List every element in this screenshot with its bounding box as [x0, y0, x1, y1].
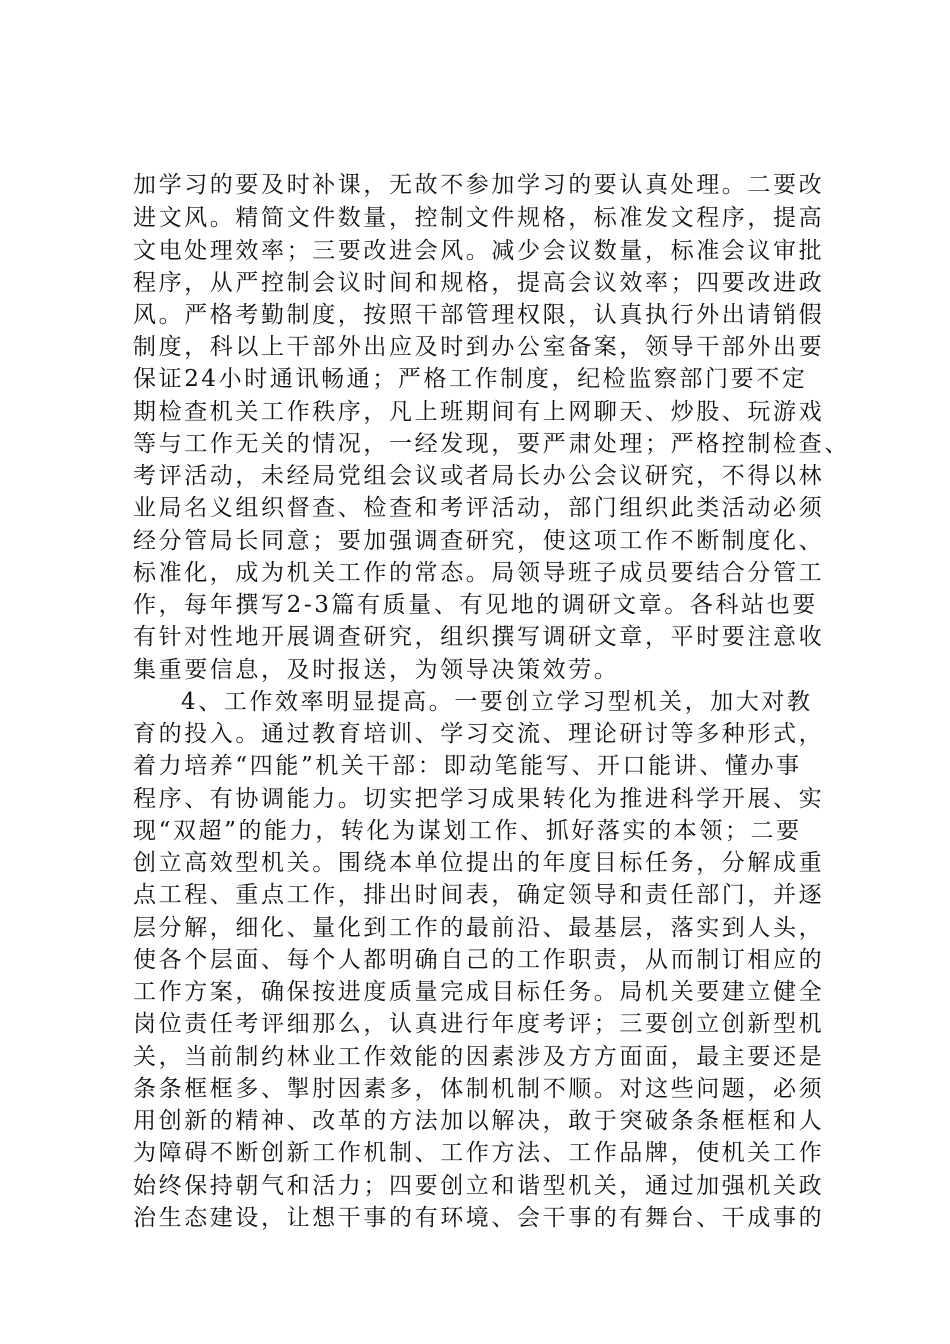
text-line: 有针对性地开展调查研究，组织撰写调研文章，平时要注意收: [133, 624, 825, 650]
text-line: 加学习的要及时补课，无故不参加学习的要认真处理。二要改: [133, 172, 825, 198]
text-line: 程序、有协调能力。切实把学习成果转化为推进科学开展、实: [133, 786, 825, 812]
text-line: 考评活动，未经局党组会议或者局长办公会议研究，不得以林: [133, 463, 825, 489]
paragraph-first-line: 4、工作效率明显提高。一要创立学习型机关，加大对教: [181, 689, 813, 715]
text-line: 工作方案，确保按进度质量完成目标任务。局机关要建立健全: [133, 979, 825, 1005]
text-line: 进文风。精简文件数量，控制文件规格，标准发文程序，提高: [133, 205, 825, 231]
text-line: 现“双超”的能力，转化为谋划工作、抓好落实的本领；二要: [133, 818, 802, 844]
text-line: 岗位责任考评细那么，认真进行年度考评；三要创立创新型机: [133, 1011, 825, 1037]
text-line: 等与工作无关的情况，一经发现，要严肃处理；严格控制检查、: [133, 431, 850, 457]
text-line: 创立高效型机关。围绕本单位提出的年度目标任务，分解成重: [133, 850, 825, 876]
text-line: 条条框框多、掣肘因素多，体制机制不顺。对这些问题，必须: [133, 1076, 825, 1102]
text-line: 使各个层面、每个人都明确自己的工作职责，从而制订相应的: [133, 947, 825, 973]
text-line: 标准化，成为机关工作的常态。局领导班子成员要结合分管工: [133, 560, 825, 586]
text-line: 治生态建设，让想干事的有环境、会干事的有舞台、干成事的: [133, 1205, 825, 1231]
text-line: 文电处理效率；三要改进会风。减少会议数量，标准会议审批: [133, 238, 825, 264]
text-line: 着力培养“四能”机关干部：即动笔能写、开口能讲、懂办事: [133, 753, 802, 779]
text-line: 点工程、重点工作，排出时间表，确定领导和责任部门，并逐: [133, 882, 825, 908]
text-line: 层分解，细化、量化到工作的最前沿、最基层，落实到人头，: [133, 915, 825, 941]
text-line: 作，每年撰写2-3篇有质量、有见地的调研文章。各科站也要: [133, 592, 818, 618]
text-line: 保证24小时通讯畅通；严格工作制度，纪检监察部门要不定: [133, 366, 808, 392]
text-line: 制度，科以上干部外出应及时到办公室备案，领导干部外出要: [133, 334, 825, 360]
text-line: 业局名义组织督查、检查和考评活动，部门组织此类活动必须: [133, 495, 825, 521]
text-line: 期检查机关工作秩序，凡上班期间有上网聊天、炒股、玩游戏: [133, 399, 825, 425]
text-line: 经分管局长同意；要加强调查研究，使这项工作不断制度化、: [133, 528, 825, 554]
text-line: 为障碍不断创新工作机制、工作方法、工作品牌，使机关工作: [133, 1140, 825, 1166]
text-line: 集重要信息，及时报送，为领导决策效劳。: [133, 657, 620, 683]
text-line: 风。严格考勤制度，按照干部管理权限，认真执行外出请销假: [133, 302, 825, 328]
text-line: 程序，从严控制会议时间和规格，提高会议效率；四要改进政: [133, 270, 825, 296]
text-line: 关，当前制约林业工作效能的因素涉及方方面面，最主要还是: [133, 1044, 825, 1070]
text-line: 用创新的精神、改革的方法加以解决，敢于突破条条框框和人: [133, 1108, 825, 1134]
text-line: 育的投入。通过教育培训、学习交流、理论研讨等多种形式，: [133, 721, 825, 747]
text-line: 始终保持朝气和活力；四要创立和谐型机关，通过加强机关政: [133, 1173, 825, 1199]
